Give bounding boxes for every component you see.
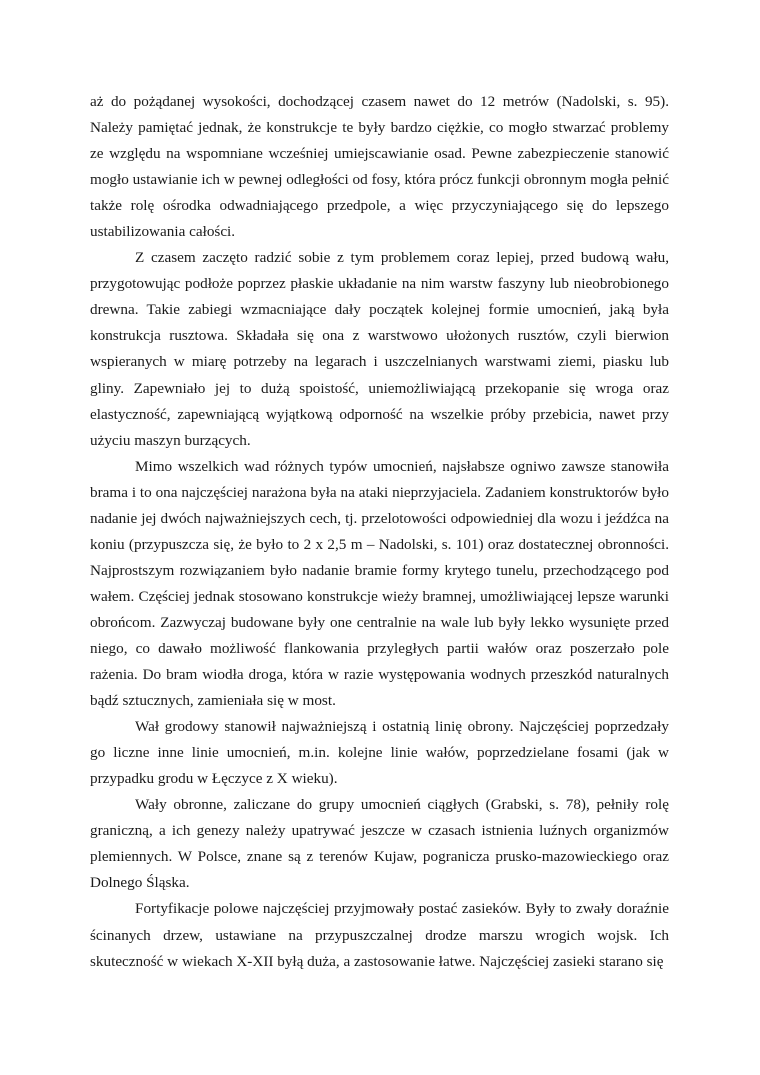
paragraph-4: Wał grodowy stanowił najważniejszą i ostatnią linię obrony. Najczęściej poprzedzały go liczne inne linie umocnień, m.in. kolejne linie wałów, poprzedzielane fosami (jak w przypadku grodu w Łęczyce z X wieku). [90, 718, 669, 788]
paragraph-1: aż do pożądanej wysokości, dochodzącej czasem nawet do 12 metrów (Nadolski, s. 95). Należy pamiętać jednak, że konstrukcje te były bardzo ciężkie, co mogło stwarzać problemy ze względu na wspomniane wcześniej umiejscawianie osad. Pewne zabezpieczenie stanowić mogło ustawianie ich w pewnej odległości od fosy, która prócz funkcji obronnym mogła pełnić także rolę ośrodka odwadniającego przedpole, a więc przyczyniającego się do lepszego ustabilizowania całości. [90, 93, 669, 241]
paragraph-3: Mimo wszelkich wad różnych typów umocnień, najsłabsze ogniwo zawsze stanowiła brama i to ona najczęściej narażona była na ataki nieprzyjaciela. Zadaniem konstruktorów było nadanie jej dwóch najważniejszych cech, tj. przelotowości odpowiedniej dla wozu i jeźdźca na koniu (przypuszcza się, że było to 2 x 2,5 m – Nadolski, s. 101) oraz dostatecznej obronności. Najprostszym rozwiązaniem było nadanie bramie formy krytego tunelu, przechodzącego pod wałem. Częściej jednak stosowano konstrukcje wieży bramnej, umożliwiającej lepsze warunki obrońcom. Zazwyczaj budowane były one centralnie na wale lub były lekko wysunięte przed niego, co dawało możliwość flankowania przyległych partii wałów oraz poszerzało pole rażenia. Do bram wiodła droga, która w razie występowania wodnych przeszkód naturalnych bądź sztucznych, zamieniała się w most. [90, 457, 669, 710]
paragraph-6: Fortyfikacje polowe najczęściej przyjmowały postać zasieków. Były to zwały doraźnie ścinanych drzew, ustawiane na przypuszczalnej drodze marszu wrogich wojsk. Ich skuteczność w wiekach X-XII byłą duża, a zastosowanie łatwe. Najczęściej zasieki starano się [90, 900, 669, 970]
paragraph-2: Z czasem zaczęto radzić sobie z tym problemem coraz lepiej, przed budową wału, przygotowując podłoże poprzez płaskie układanie na nim warstw faszyny lub nieobrobionego drewna. Takie zabiegi wzmacniające dały początek kolejnej formie umocnień, jaką była konstrukcja rusztowa. Składała się ona z warstwowo ułożonych rusztów, czyli bierwion wspieranych w miarę potrzeby na legarach i uszczelnianych warstwami ziemi, piasku lub gliny. Zapewniało jej to dużą spoistość, uniemożliwiającą przekopanie się wroga oraz elastyczność, zapewniającą wyjątkową odporność na wszelkie próby przebicia, nawet przy użyciu maszyn burzących. [90, 249, 669, 449]
paragraph-5: Wały obronne, zaliczane do grupy umocnień ciągłych (Grabski, s. 78), pełniły rolę graniczną, a ich genezy należy upatrywać jeszcze w czasach istnienia luźnych organizmów plemiennych. W Polsce, znane są z terenów Kujaw, pogranicza prusko-mazowieckiego oraz Dolnego Śląska. [90, 796, 669, 892]
body-text [90, 89, 669, 975]
